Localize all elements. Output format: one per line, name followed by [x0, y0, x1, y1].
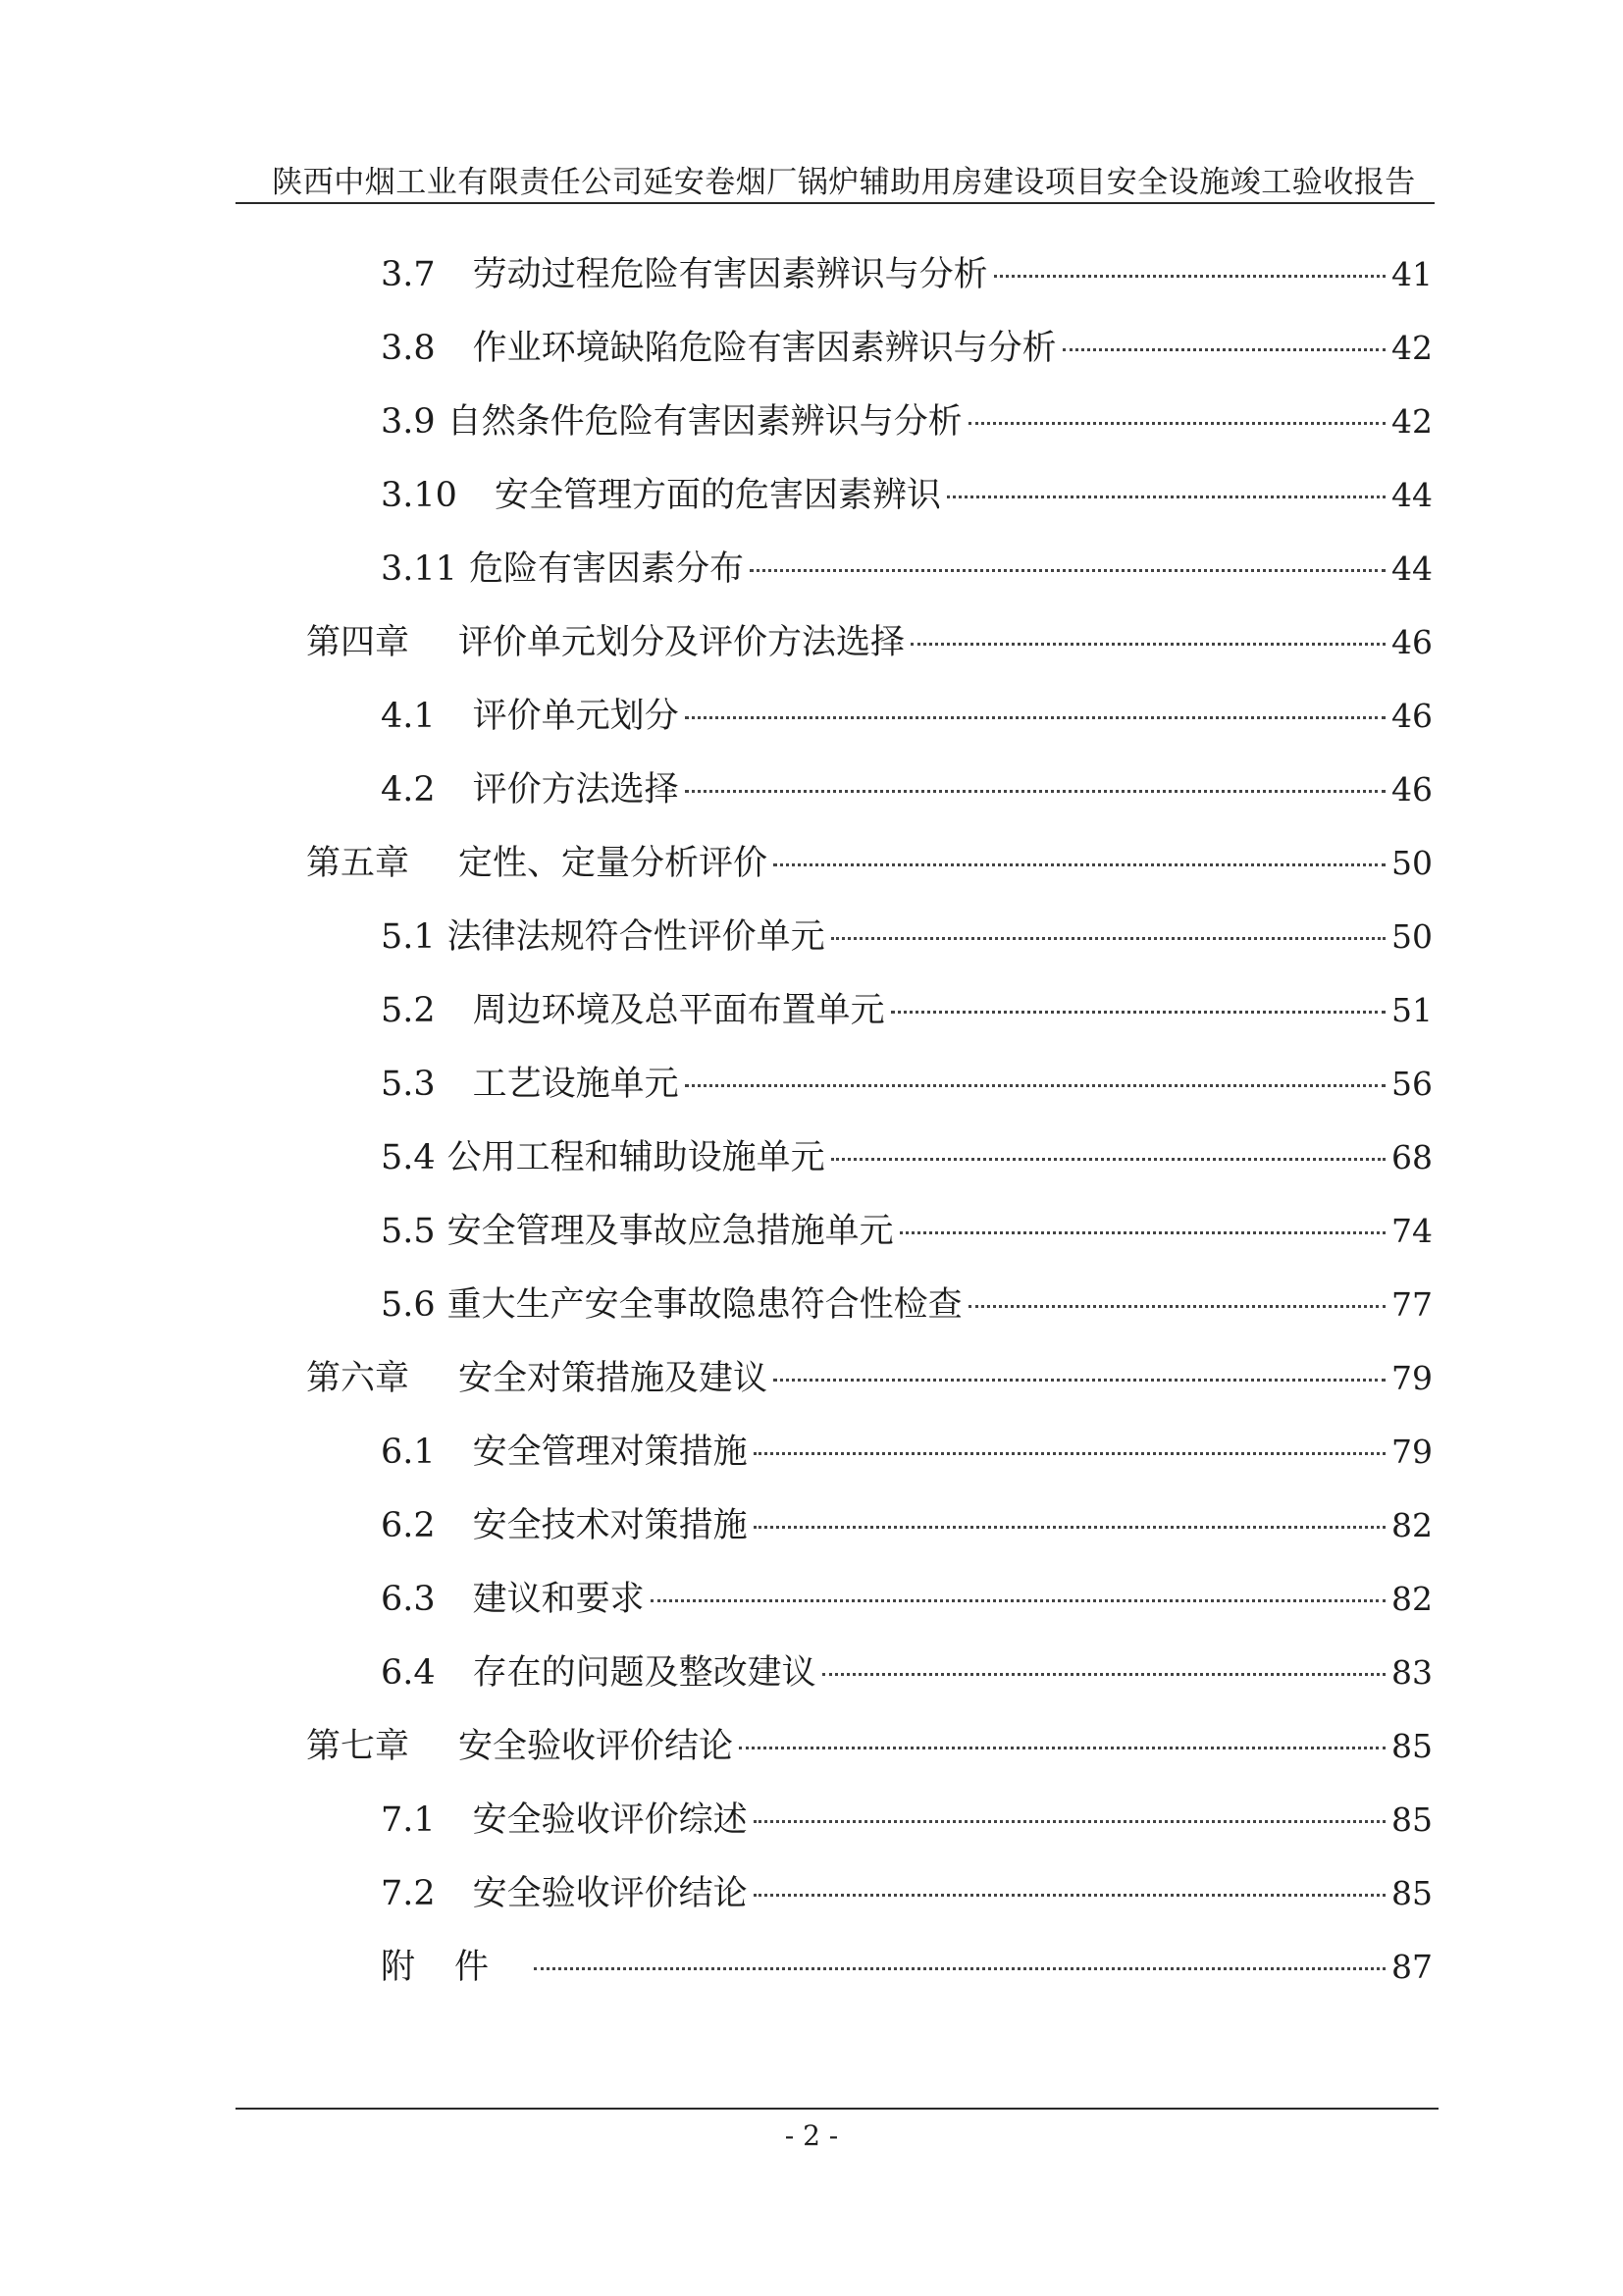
document-title: 陕西中烟工业有限责任公司延安卷烟厂锅炉辅助用房建设项目安全设施竣工验收报告: [272, 165, 1416, 200]
dot-leader: [900, 1231, 1386, 1234]
dot-leader: [754, 1526, 1386, 1529]
toc-entry[interactable]: [381, 913, 1433, 962]
dot-leader: [651, 1599, 1386, 1602]
toc-appendix[interactable]: [381, 1943, 1433, 1992]
toc-entry[interactable]: [381, 1501, 1433, 1550]
toc-entry-label: 7.1 安全验收评价综述: [381, 1800, 748, 1840]
dot-leader: [773, 863, 1386, 866]
toc-entry-page: 74: [1391, 1212, 1433, 1250]
toc-entry-label: 4.1 评价单元划分: [381, 697, 679, 736]
toc-entry-label: 4.2 评价方法选择: [381, 770, 679, 809]
dot-leader: [994, 275, 1386, 278]
toc-entry-page: 50: [1391, 917, 1433, 956]
toc-entry-label: 5.4 公用工程和辅助设施单元: [381, 1138, 825, 1177]
toc-entry[interactable]: [381, 545, 1433, 594]
toc-entry-page: 83: [1391, 1653, 1433, 1692]
toc-entry-page: 51: [1391, 991, 1433, 1029]
dot-leader: [831, 1158, 1386, 1161]
toc-entry[interactable]: [381, 250, 1433, 299]
toc-entry[interactable]: [381, 692, 1433, 741]
dot-leader: [754, 1894, 1386, 1897]
toc-entry[interactable]: [381, 1869, 1433, 1918]
toc-chapter[interactable]: [306, 618, 1433, 667]
toc-entry-label: 3.11 危险有害因素分布: [381, 549, 744, 589]
toc-entry[interactable]: [381, 986, 1433, 1035]
toc-entry-page: 46: [1391, 697, 1433, 735]
toc-entry-label: 第六章 安全对策措施及建议: [306, 1359, 768, 1398]
toc-entry-label: 3.10 安全管理方面的危害因素辨识: [381, 476, 941, 515]
toc-entry-label: 3.8 作业环境缺陷危险有害因素辨识与分析: [381, 329, 1057, 368]
toc-entry[interactable]: [381, 397, 1433, 446]
toc-entry-label: 5.1 法律法规符合性评价单元: [381, 917, 825, 957]
toc-entry[interactable]: [381, 1280, 1433, 1330]
toc-entry-page: 79: [1391, 1359, 1433, 1397]
dot-leader: [831, 937, 1386, 940]
dot-leader: [534, 1967, 1386, 1970]
toc-entry-label: 第四章 评价单元划分及评价方法选择: [306, 623, 906, 662]
toc-entry-page: 82: [1391, 1580, 1433, 1618]
toc-entry-page: 85: [1391, 1800, 1433, 1839]
dot-leader: [911, 643, 1386, 646]
dot-leader: [750, 569, 1386, 572]
header-divider: [236, 202, 1435, 204]
toc-entry-label: 5.6 重大生产安全事故隐患符合性检查: [381, 1285, 963, 1325]
toc-entry-page: 42: [1391, 402, 1433, 441]
dot-leader: [969, 422, 1386, 425]
toc-entry-page: 79: [1391, 1433, 1433, 1471]
toc-entry-page: 50: [1391, 844, 1433, 882]
toc-entry[interactable]: [381, 471, 1433, 520]
toc-entry-page: 41: [1391, 255, 1433, 293]
toc-chapter[interactable]: [306, 1722, 1433, 1771]
dot-leader: [822, 1673, 1386, 1676]
toc-entry-label: 第五章 定性、定量分析评价: [306, 844, 768, 883]
toc-entry-label: 5.5 安全管理及事故应急措施单元: [381, 1212, 894, 1251]
footer-divider: [236, 2108, 1439, 2110]
dot-leader: [773, 1379, 1386, 1382]
dot-leader: [947, 496, 1386, 498]
toc-entry[interactable]: [381, 1575, 1433, 1624]
toc-entry-label: 6.3 建议和要求: [381, 1580, 645, 1619]
toc-entry-page: 46: [1391, 623, 1433, 661]
dot-leader: [969, 1305, 1386, 1308]
page-number: - 2 -: [784, 2119, 839, 2152]
toc-entry[interactable]: [381, 1648, 1433, 1697]
toc-entry[interactable]: [381, 324, 1433, 373]
toc-entry-page: 68: [1391, 1138, 1433, 1176]
toc-entry-page: 87: [1391, 1948, 1433, 1986]
toc-entry-label: 附件: [381, 1948, 529, 1987]
toc-entry-label: 5.2 周边环境及总平面布置单元: [381, 991, 885, 1030]
dot-leader: [685, 790, 1386, 793]
toc-entry[interactable]: [381, 1133, 1433, 1182]
toc-entry-label: 3.7 劳动过程危险有害因素辨识与分析: [381, 255, 988, 294]
toc-entry-page: 82: [1391, 1506, 1433, 1544]
toc-entry-page: 44: [1391, 549, 1433, 588]
toc-chapter[interactable]: [306, 839, 1433, 888]
dot-leader: [685, 716, 1386, 719]
toc-entry-label: 5.3 工艺设施单元: [381, 1065, 679, 1104]
toc-entry-page: 85: [1391, 1727, 1433, 1765]
toc-entry[interactable]: [381, 765, 1433, 814]
toc-entry-page: 46: [1391, 770, 1433, 809]
toc-entry-label: 6.2 安全技术对策措施: [381, 1506, 748, 1545]
toc-chapter[interactable]: [306, 1354, 1433, 1403]
toc-entry-label: 6.4 存在的问题及整改建议: [381, 1653, 816, 1693]
toc-entry-label: 7.2 安全验收评价结论: [381, 1874, 748, 1913]
toc-entry[interactable]: [381, 1796, 1433, 1845]
toc-entry[interactable]: [381, 1428, 1433, 1477]
toc-entry[interactable]: [381, 1207, 1433, 1256]
dot-leader: [754, 1452, 1386, 1455]
toc-entry[interactable]: [381, 1060, 1433, 1109]
dot-leader: [685, 1084, 1386, 1087]
toc-entry-page: 42: [1391, 329, 1433, 367]
dot-leader: [891, 1011, 1386, 1014]
toc-entry-label: 3.9 自然条件危险有害因素辨识与分析: [381, 402, 963, 442]
toc-entry-label: 6.1 安全管理对策措施: [381, 1433, 748, 1472]
toc-entry-page: 44: [1391, 476, 1433, 514]
toc-entry-label: 第七章 安全验收评价结论: [306, 1727, 734, 1766]
dot-leader: [739, 1747, 1386, 1749]
toc-entry-page: 77: [1391, 1285, 1433, 1324]
dot-leader: [754, 1820, 1386, 1823]
dot-leader: [1063, 348, 1386, 351]
toc-entry-page: 85: [1391, 1874, 1433, 1912]
toc-entry-page: 56: [1391, 1065, 1433, 1103]
